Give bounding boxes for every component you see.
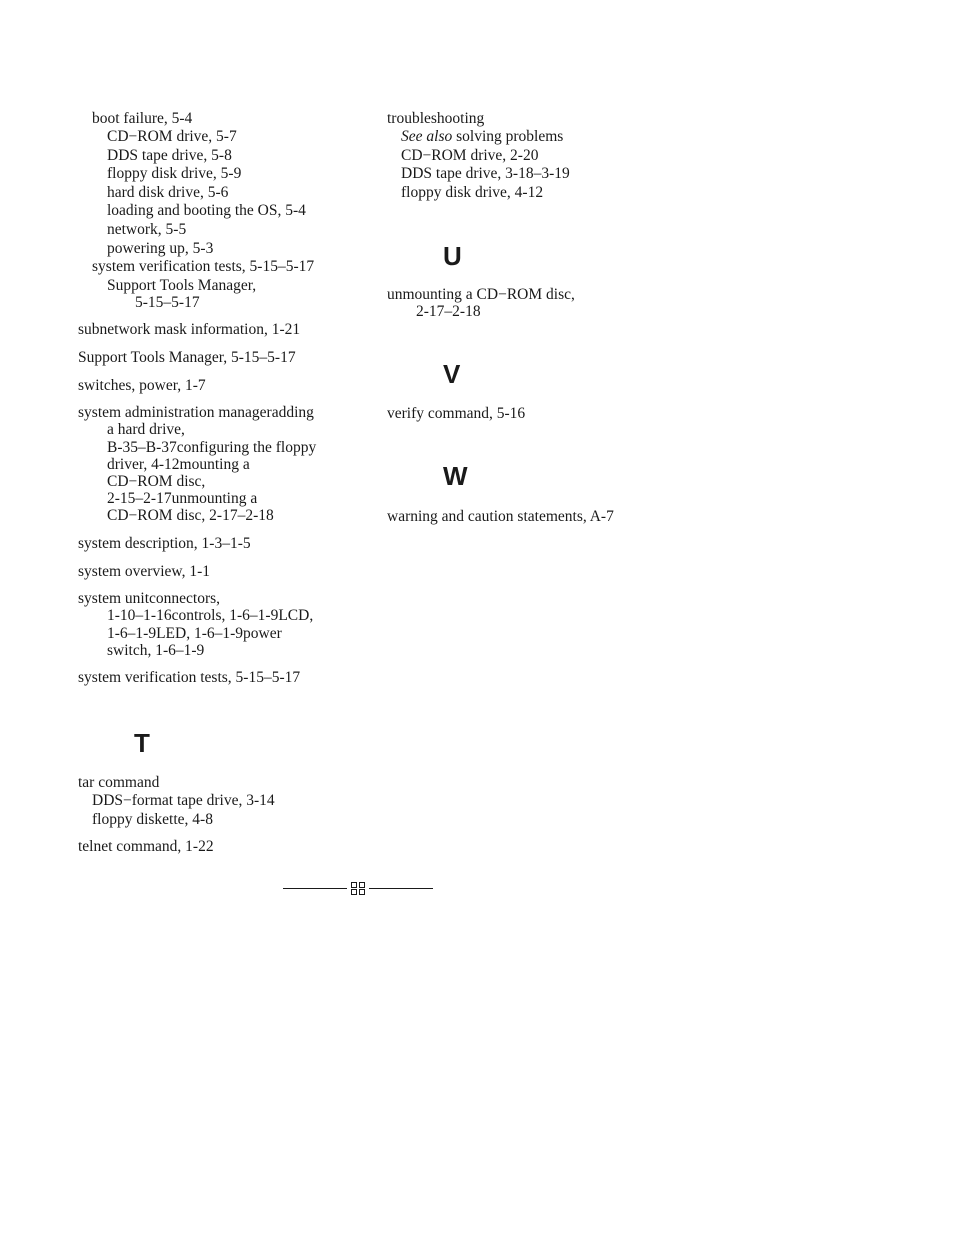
index-entry: system verification tests, 5-15–5-17 xyxy=(78,669,301,686)
see-also-reference xyxy=(401,128,563,146)
index-subentry: hard disk drive, 5-6 xyxy=(107,184,229,201)
see-also-label: See also xyxy=(401,128,453,145)
index-continuation: 5-15–5-17 xyxy=(135,294,200,311)
index-continuation: B-35–B-37configuring the floppy xyxy=(107,439,317,456)
index-entry: system administration manageradding xyxy=(78,404,314,421)
index-continuation: switch, 1-6–1-9 xyxy=(107,642,205,659)
see-also-target: solving problems xyxy=(452,128,564,145)
index-entry: tar command xyxy=(78,774,160,791)
index-entry: system description, 1-3–1-5 xyxy=(78,535,251,552)
index-continuation: driver, 4-12mounting a xyxy=(107,456,250,473)
index-subentry: network, 5-5 xyxy=(107,221,187,238)
ornament-rule-right xyxy=(369,888,433,889)
section-letter-v: V xyxy=(443,359,461,389)
ornament-rule-left xyxy=(283,888,347,889)
index-entry: system overview, 1-1 xyxy=(78,563,211,580)
index-entry: Support Tools Manager, 5-15–5-17 xyxy=(78,349,296,366)
index-subentry: CD−ROM drive, 2-20 xyxy=(401,147,539,164)
index-subentry: DDS tape drive, 5-8 xyxy=(107,147,232,164)
section-letter-w: W xyxy=(443,461,468,491)
index-continuation: 2-17–2-18 xyxy=(416,303,481,320)
index-subentry: floppy disk drive, 4-12 xyxy=(401,184,544,201)
index-entry: system unitconnectors, xyxy=(78,590,221,607)
index-subentry: DDS−format tape drive, 3-14 xyxy=(92,792,275,809)
index-subentry: floppy disk drive, 5-9 xyxy=(107,165,242,182)
index-entry: verify command, 5-16 xyxy=(387,405,526,422)
index-subentry: floppy diskette, 4-8 xyxy=(92,811,213,828)
index-continuation: a hard drive, xyxy=(107,421,185,438)
index-entry: troubleshooting xyxy=(387,110,485,127)
index-entry: warning and caution statements, A-7 xyxy=(387,508,614,525)
index-subentry: powering up, 5-3 xyxy=(107,240,214,257)
index-continuation: 1-10–1-16controls, 1-6–1-9LCD, xyxy=(107,607,314,624)
index-subentry: DDS tape drive, 3-18–3-19 xyxy=(401,165,570,182)
index-entry: unmounting a CD−ROM disc, xyxy=(387,286,575,303)
index-entry: switches, power, 1-7 xyxy=(78,377,206,394)
index-entry: system verification tests, 5-15–5-17 xyxy=(92,258,315,275)
index-entry: subnetwork mask information, 1-21 xyxy=(78,321,301,338)
index-continuation: 2-15–2-17unmounting a xyxy=(107,490,258,507)
index-continuation: 1-6–1-9LED, 1-6–1-9power xyxy=(107,625,282,642)
index-subentry: Support Tools Manager, xyxy=(107,277,257,294)
index-continuation: CD−ROM disc, xyxy=(107,473,206,490)
index-entry: boot failure, 5-4 xyxy=(92,110,193,127)
index-entry: telnet command, 1-22 xyxy=(78,838,214,855)
index-subentry: CD−ROM drive, 5-7 xyxy=(107,128,237,145)
index-subentry: loading and booting the OS, 5-4 xyxy=(107,202,306,219)
index-continuation: CD−ROM disc, 2-17–2-18 xyxy=(107,507,274,524)
section-letter-t: T xyxy=(134,728,150,758)
four-squares-icon xyxy=(351,882,367,896)
section-letter-u: U xyxy=(443,241,462,271)
